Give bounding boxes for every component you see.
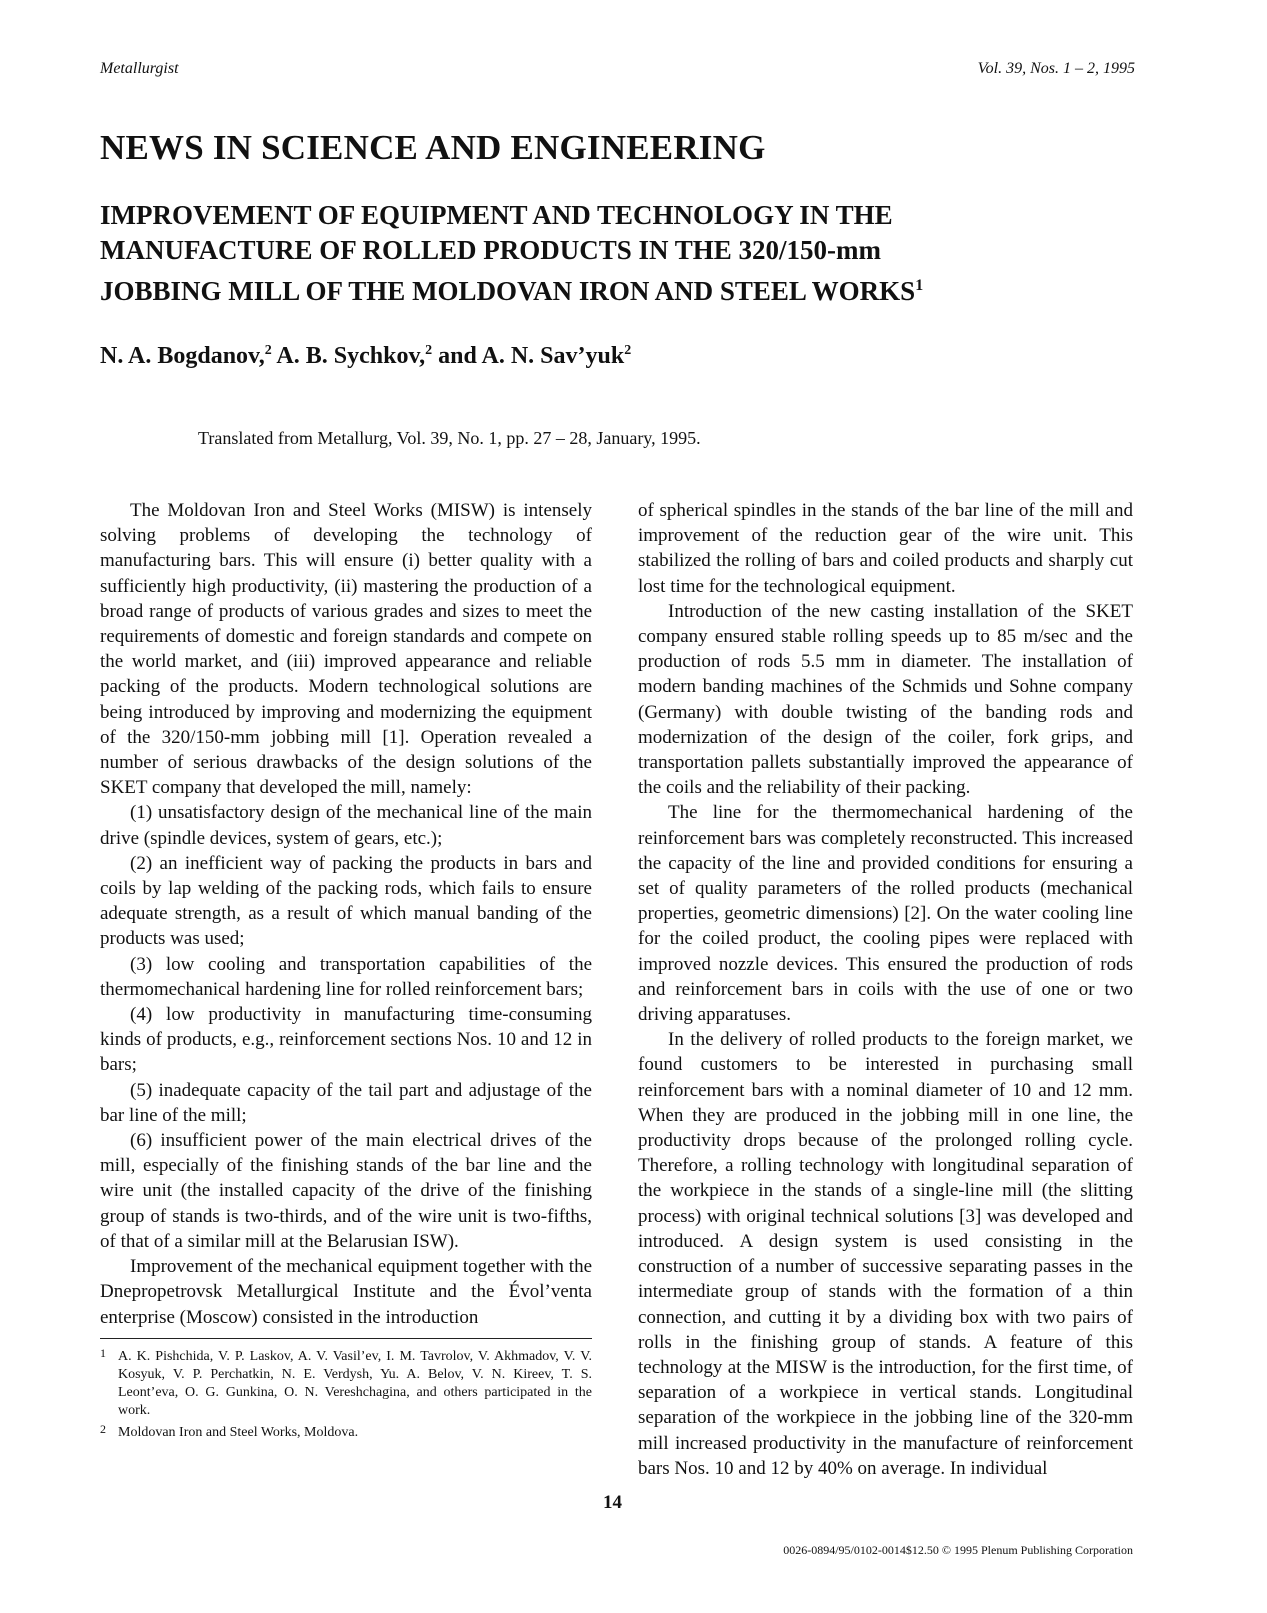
body-column-left — [100, 498, 592, 1330]
footnote — [100, 1348, 592, 1420]
paragraph: (4) low productivity in manufacturing time-consuming kinds of products, e.g., reinforcement sections Nos. 10 and 12 in bars; — [100, 1004, 592, 1076]
author-name: A. B. Sychkov, — [276, 343, 426, 369]
issue-info: Vol. 39, Nos. 1 – 2, 1995 — [977, 60, 1135, 77]
paragraph: (1) unsatisfactory design of the mechanical line of the main drive (spindle devices, system of gears, etc.); — [100, 802, 592, 849]
footnotes — [100, 1348, 592, 1446]
title-line-text: JOBBING MILL OF THE MOLDOVAN IRON AND STEEL WORKS — [100, 276, 916, 306]
paragraph: (2) an inefficient way of packing the products in bars and coils by lap welding of the packing rods, which fails to ensure adequate strength, as a result of which manual banding of the products was used; — [100, 852, 592, 950]
author-mark: 2 — [624, 343, 632, 358]
footnote — [100, 1424, 592, 1442]
article-title — [100, 198, 1100, 309]
author-mark: 2 — [264, 343, 272, 358]
copyright-line: 0026-0894/95/0102-0014$12.50 © 1995 Plenum Publishing Corporation — [783, 1543, 1133, 1557]
paragraph: Improvement of the mechanical equipment together with the Dnepropetrovsk Metallurgical Institute and the Évol’venta enterprise (Moscow) consisted in the introduction — [100, 1256, 592, 1328]
paragraph: The Moldovan Iron and Steel Works (MISW) is intensely solving problems of developing the technology of manufacturing bars. This will ensure (i) better quality with a sufficiently high productivity, (ii) mastering the production of a broad range of products of various grades and sizes to meet the requirements of domestic and foreign standards and compete on the world market, and (iii) improved appearance and reliable packing of the products. Modern technological solutions are being introduced by improving and modernizing the equipment of the 320/150-mm jobbing mill [1]. Operation revealed a number of serious drawbacks of the design solutions of the SKET company that developed the mill, namely: — [100, 500, 592, 799]
translation-note: Translated from Metallurg, Vol. 39, No. 1, pp. 27 – 28, January, 1995. — [198, 428, 701, 448]
authors — [100, 343, 631, 370]
author-name: and A. N. Sav’yuk — [438, 343, 625, 369]
footnote-text: Moldovan Iron and Steel Works, Moldova. — [118, 1425, 359, 1440]
page-number: 14 — [603, 1492, 622, 1513]
paragraph: Introduction of the new casting installation of the SKET company ensured stable rolling speeds up to 85 m/sec and the production of rods 5.5 mm in diameter. The installation of modern banding machines of the Schmids und Sohne company (Germany) with double twisting of the banding rods and modernization of the design of the coiler, fork grips, and transportation pallets substantially improved the appearance of the coils and the reliability of their packing. — [638, 600, 1133, 799]
title-line: IMPROVEMENT OF EQUIPMENT AND TECHNOLOGY IN THE — [100, 200, 893, 230]
paragraph: In the delivery of rolled products to the foreign market, we found customers to be interested in purchasing small reinforcement bars with a nominal diameter of 10 and 12 mm. When they are produced in the jobbing mill in one line, the productivity drops because of the prolonged rolling cycle. Therefore, a rolling technology with longitudinal separation of the workpiece in the stands of a single-line mill (the slitting process) with original technical solutions [3] was developed and introduced. A design system is used consisting in the construction of a number of successive separating passes in the intermediate group of stands with the formation of a thin connection, and cutting it by a dividing box with two pairs of rolls in the finishing group of stands. A feature of this technology at the MISW is the introduction, for the first time, of separation of a workpiece in vertical stands. Longitudinal separation of the workpiece in the jobbing line of the 320-mm mill increased productivity in the manufacture of reinforcement bars Nos. 10 and 12 by 40% on average. In individual — [638, 1029, 1133, 1479]
title-line — [100, 268, 1100, 309]
section-title: NEWS IN SCIENCE AND ENGINEERING — [100, 128, 766, 167]
paragraph: (6) insufficient power of the main electrical drives of the mill, especially of the finishing stands of the bar line and the wire unit (the installed capacity of the drive of the finishing group of stands is two-thirds, and of the wire unit is two-fifths, of that of a similar mill at the Belarusian ISW). — [100, 1130, 592, 1252]
paragraph: (3) low cooling and transportation capabilities of the thermomechanical hardening line for rolled reinforcement bars; — [100, 953, 592, 1000]
title-line: MANUFACTURE OF ROLLED PRODUCTS IN THE 320/150-mm — [100, 235, 882, 265]
footnote-divider — [100, 1338, 592, 1339]
paragraph: The line for the thermomechanical hardening of the reinforcement bars was completely reconstructed. This increased the capacity of the line and provided conditions for ensuring a set of quality parameters of the rolled products (mechanical properties, geometric dimensions) [2]. On the water cooling line for the coiled product, the cooling pipes were replaced with improved nozzle devices. This ensured the production of rods and reinforcement bars in coils with the use of one or two driving apparatuses. — [638, 802, 1133, 1026]
footnote-mark: 1 — [100, 1346, 106, 1360]
author-mark: 2 — [425, 343, 433, 358]
journal-name: Metallurgist — [100, 60, 179, 77]
body-column-right — [638, 498, 1133, 1481]
footnote-text: A. K. Pishchida, V. P. Laskov, A. V. Vasil’ev, I. M. Tavrolov, V. Akhmadov, V. V. Kosyuk, V. P. Perchatkin, N. E. Verdysh, Yu. A. Belov, V. N. Kireev, T. S. Leont’eva, O. G. Gunkina, O. N. Vereshchagina, and others participated in the work. — [118, 1349, 592, 1418]
paragraph: of spherical spindles in the stands of the bar line of the mill and improvement of the reduction gear of the wire unit. This stabilized the rolling of bars and coiled products and sharply cut lost time for the technological equipment. — [638, 500, 1133, 597]
author-name: N. A. Bogdanov, — [100, 343, 265, 369]
paragraph: (5) inadequate capacity of the tail part and adjustage of the bar line of the mill; — [100, 1079, 592, 1126]
title-footnote-mark: 1 — [915, 277, 924, 294]
footnote-mark: 2 — [100, 1422, 106, 1436]
